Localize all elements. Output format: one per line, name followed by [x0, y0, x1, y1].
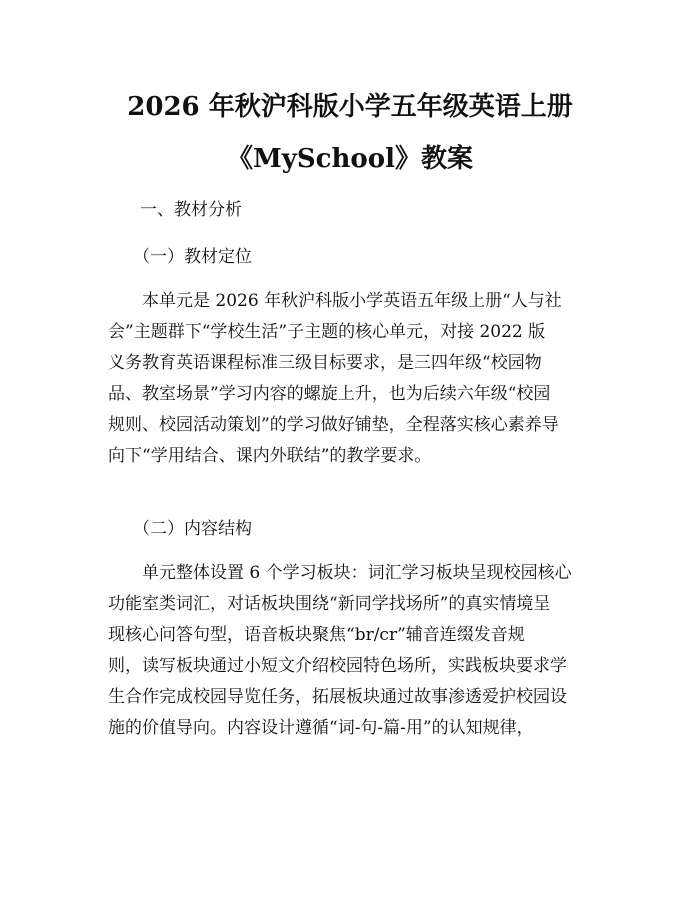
paragraph-line: 规则、校园活动策划”的学习做好铺垫，全程落实核心素养导 — [108, 415, 559, 435]
paragraph-line: 品、教室场景”学习内容的螺旋上升，也为后续六年级“校园 — [108, 384, 551, 404]
paragraph-line: 义务教育英语课程标准三级目标要求，是三四年级“校园物 — [108, 353, 542, 373]
paragraph-line: 功能室类词汇，对话板块围绕“新同学找场所”的真实情境呈 — [108, 594, 551, 614]
paragraph-line: 生合作完成校园导览任务，拓展板块通过故事渗透爱护校园设 — [108, 687, 567, 707]
paragraph-line: 本单元是 2026 年秋沪科版小学英语五年级上册“人与社 — [142, 291, 562, 311]
section-heading-teaching-material-analysis: 一、教材分析 — [140, 200, 242, 220]
paragraph-line: 施的价值导向。内容设计遵循“词-句-篇-用”的认知规律， — [108, 718, 534, 738]
paragraph-material-positioning — [108, 286, 604, 472]
paragraph-content-structure — [108, 558, 604, 744]
subsection-heading-content-structure: （二）内容结构 — [133, 519, 252, 539]
document-title-line-1: 2026 年秋沪科版小学五年级英语上册 — [127, 92, 573, 122]
document-title-line-2: 《MySchool》教案 — [227, 144, 473, 174]
subsection-heading-material-positioning: （一）教材定位 — [133, 247, 252, 267]
paragraph-line: 向下“学用结合、课内外联结”的教学要求。 — [108, 446, 432, 466]
paragraph-line: 会”主题群下“学校生活”子主题的核心单元，对接 2022 版 — [108, 322, 546, 342]
paragraph-line: 现核心问答句型，语音板块聚焦“br/cr”辅音连缀发音规 — [108, 625, 525, 645]
paragraph-line: 则，读写板块通过小短文介绍校园特色场所，实践板块要求学 — [108, 656, 567, 676]
paragraph-line: 单元整体设置 6 个学习板块：词汇学习板块呈现校园核心 — [142, 563, 572, 583]
